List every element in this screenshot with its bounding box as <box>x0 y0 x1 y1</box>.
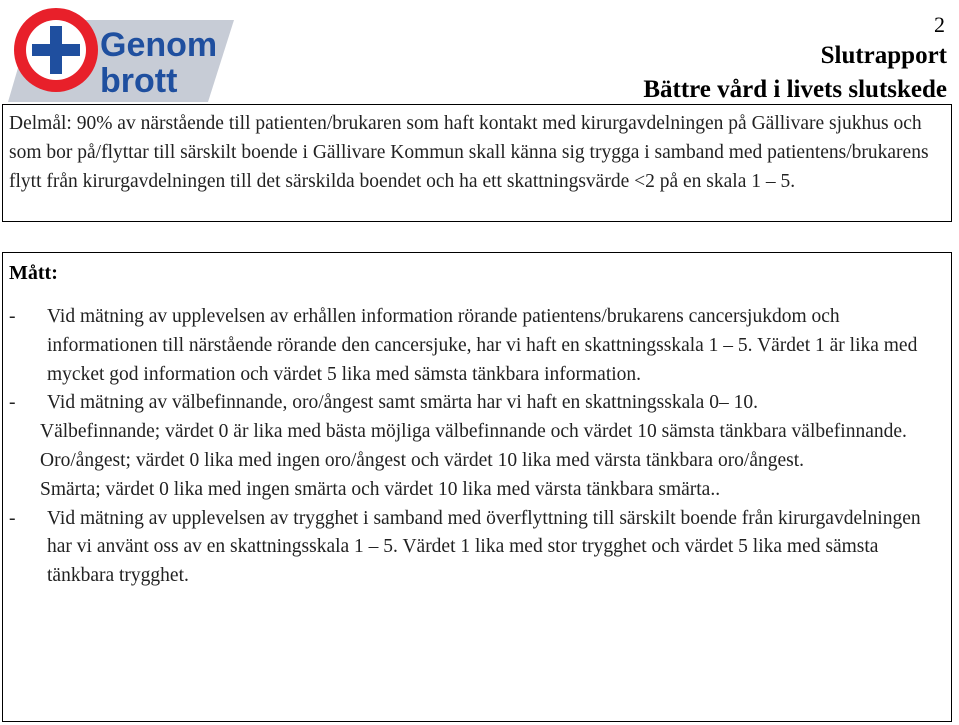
logo-text-genom: Genom <box>100 26 218 64</box>
anxiety-definition: Oro/ångest; värdet 0 lika med ingen oro/ångest och värdet 10 lika med värsta tänkbara oro/ångest. <box>40 449 805 471</box>
wellbeing-definition: Välbefinnande; värdet 0 är lika med bästa möjliga välbefinnande och värdet 10 sämsta tänkbara välbefinnande. <box>40 421 907 443</box>
logo-cross-horizontal <box>32 44 80 56</box>
measure-bullet-scales-text: Vid mätning av välbefinnande, oro/ångest samt smärta har vi haft en skattningsskala 0– 10. <box>47 392 758 414</box>
bullet-dash: - <box>9 306 16 327</box>
measure-bullet-safety <box>9 505 943 591</box>
page-number: 2 <box>934 12 945 37</box>
measure-bullet-information-text: Vid mätning av upplevelsen av erhållen information rörande patientens/brukarens cancersjukdom och informationen till närstående rörande den cancersjuke, har vi haft en skattningsskala 1 – 5. Värdet 1 är lika med mycket god information och värdet 5 lika med sämsta tänkbara information. <box>47 306 918 385</box>
goal-text: Delmål: 90% av närstående till patienten/brukaren som haft kontakt med kirurgavdelningen på Gällivare sjukhus och som bor på/flyttar till särskilt boende i Gällivare Kommun skall känna sig trygga i samband med patientens/brukarens flytt från kirurgavdelningen till det särskilda boendet och ha ett skattningsvärde <2 på en skala 1 – 5. <box>9 113 929 192</box>
report-subtitle: Bättre vård i livets slutskede <box>643 76 947 103</box>
report-title: Slutrapport <box>820 42 947 69</box>
bullet-dash: - <box>9 392 16 414</box>
genombrott-logo <box>8 4 236 104</box>
pain-definition: Smärta; värdet 0 lika med ingen smärta och värdet 10 lika med värsta tänkbara smärta.. <box>40 478 721 500</box>
measure-bullet-information <box>9 303 943 389</box>
goal-box <box>2 104 952 222</box>
logo-text-brott: brott <box>100 62 178 100</box>
measure-bullet-safety-text: Vid mätning av upplevelsen av trygghet i samband med överflyttning till särskilt boende från kirurgavdelningen har vi använt oss av en skattningsskala 1 – 5. Värdet 1 lika med stor trygghet och värdet 5 lika med sämsta tänkbara trygghet. <box>47 507 921 587</box>
measures-heading: Mått: <box>9 262 58 284</box>
measure-bullet-scales <box>9 389 943 418</box>
measures-box <box>2 252 952 722</box>
bullet-dash: - <box>9 507 16 529</box>
